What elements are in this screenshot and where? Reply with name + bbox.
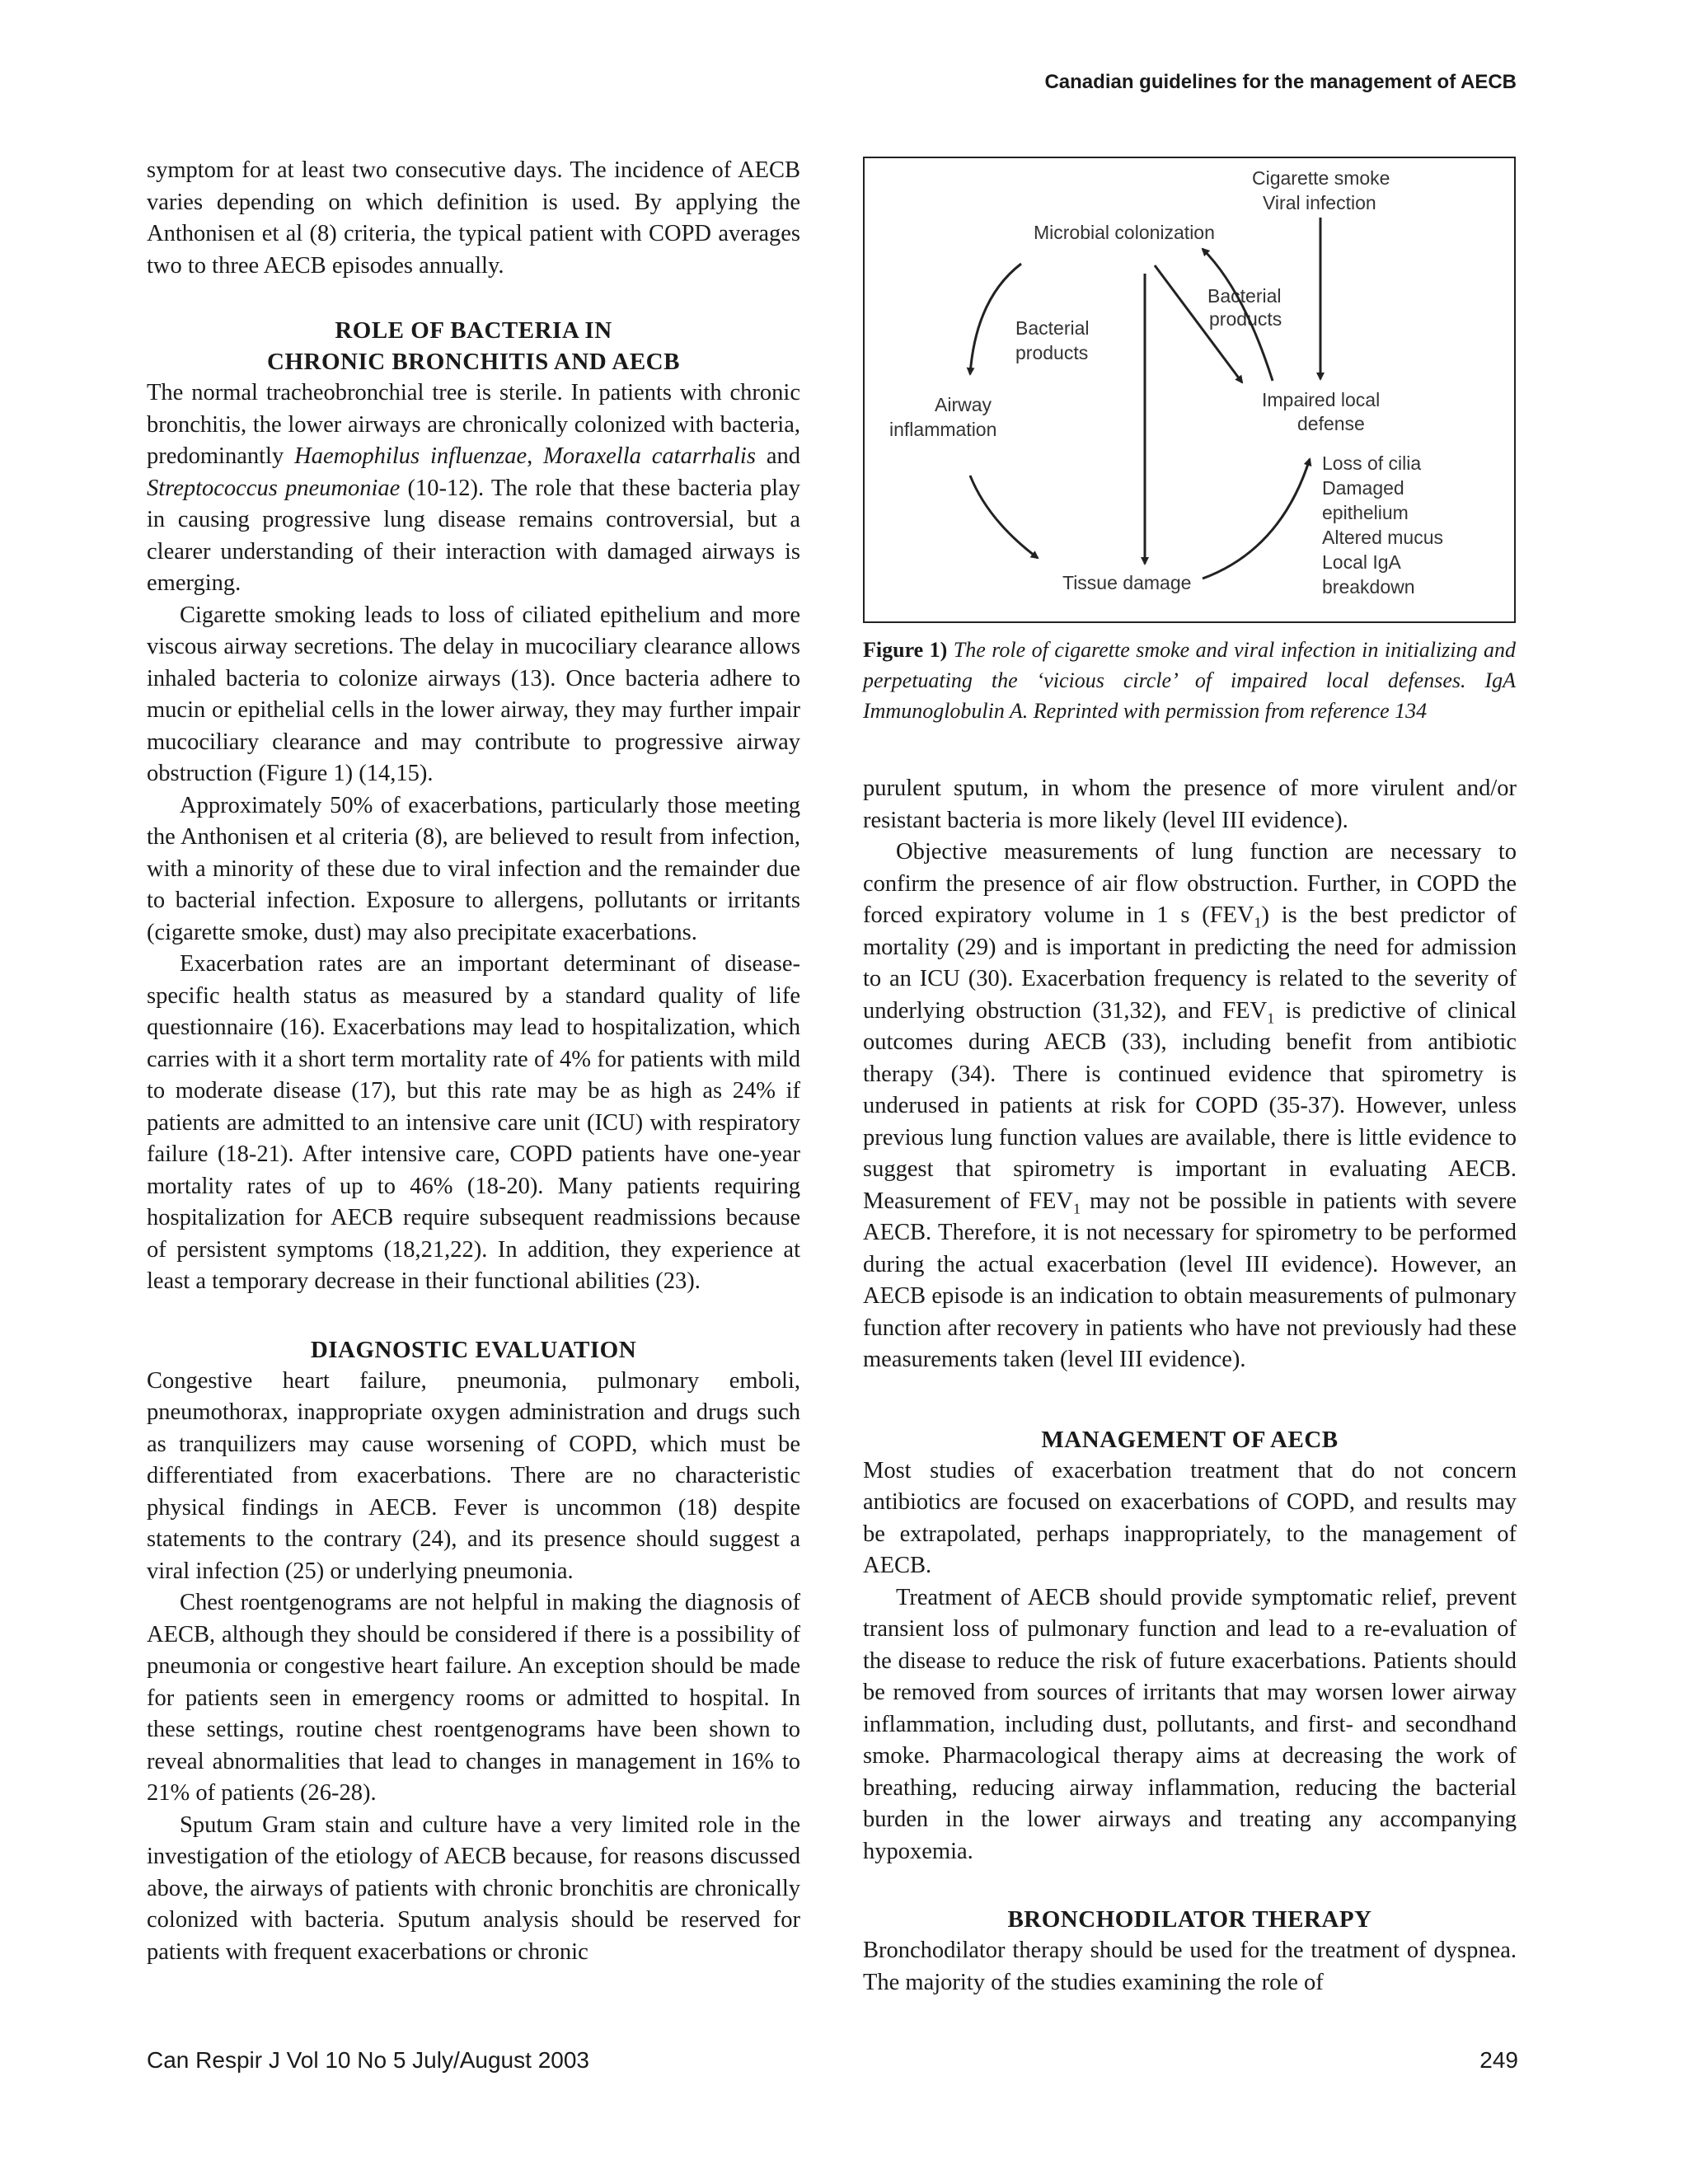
- caption-text: The role of cigarette smoke and viral infection in initializing and perpetuating the ‘vicious circle’ of impaired local defenses. IgA Immunoglobulin A. Reprinted with permission from reference 134: [863, 638, 1517, 723]
- figure-1-diagram: [863, 157, 1516, 623]
- right-column: [863, 773, 1517, 1999]
- heading-line: ROLE OF BACTERIA IN: [335, 317, 612, 344]
- figure-label: Figure 1): [863, 638, 948, 662]
- label-breakdown: breakdown: [1322, 576, 1415, 598]
- label-airway: Airway: [935, 394, 992, 415]
- footer-citation: Can Respir J Vol 10 No 5 July/August 2003: [147, 2047, 589, 2073]
- text-run: Objective measurements of lung function are necessary to confirm the presence of air flow obstruction. Further, in COPD the forced expiratory volume in 1 s (FEV: [863, 839, 1517, 928]
- paragraph: Treatment of AECB should provide symptomatic relief, prevent transient loss of pulmonary function and lead to a re-evaluation of the disease to reduce the risk of future exacerbations. Patients should be removed from sources of irritants that may worsen lower airway inflammation, including dust, pollutants, and first- and secondhand smoke. Pharmacological therapy aims at decreasing the work of breathing, reducing airway inflammation, reducing the bacterial burden in the lower airways and treating any accompanying hypoxemia.: [863, 1584, 1517, 1864]
- section-heading-bronchodilator: BRONCHODILATOR THERAPY: [1007, 1906, 1372, 1933]
- label-cigarette-smoke: Cigarette smoke: [1252, 167, 1390, 189]
- paragraph: Chest roentgenograms are not helpful in making the diagnosis of AECB, although they should be considered if there is a possibility of pneumonia or congestive heart failure. An exception should be made for patients seen in emergency rooms or admitted to hospital. In these settings, routine chest roentgenograms have been shown to reveal abnormalities that lead to changes in management in 16% to 21% of patients (26-28).: [147, 1590, 800, 1806]
- species-name: Streptococcus pneumoniae: [147, 475, 401, 501]
- paragraph: Exacerbation rates are an important determinant of disease-specific health status as measured by a standard quality of life questionnaire (16). Exacerbations may lead to hospitalization, which carries with it a short term mortality rate of 4% for patients with mild to moderate disease (17), but this rate may be as high as 24% if patients are admitted to an intensive care unit (ICU) with respiratory failure (18-21). After intensive care, COPD patients have one-year mortality rates of up to 46% (18-20). Many patients requiring hospitalization for AECB require subsequent readmissions because of persistent symptoms (18,21,22). In addition, they experience at least a temporary decrease in their functional abilities (23).: [147, 951, 800, 1294]
- label-epithelium: epithelium: [1322, 502, 1409, 523]
- species-name: Haemophilus influenzae: [294, 443, 528, 469]
- section-heading-role-of-bacteria: [147, 315, 800, 377]
- label-altered-mucus: Altered mucus: [1322, 527, 1444, 548]
- label-defense: defense: [1297, 413, 1365, 434]
- paragraph: Bronchodilator therapy should be used for the treatment of dyspnea. The majority of the studies examining the role of: [863, 1938, 1517, 1995]
- label-bacterial-products-right-2: products: [1209, 308, 1282, 330]
- arrow-tissue-to-impaired: [1203, 459, 1310, 579]
- section-heading-diagnostic-evaluation: DIAGNOSTIC EVALUATION: [310, 1336, 637, 1363]
- paragraph: purulent sputum, in whom the presence of more virulent and/or resistant bacteria is more likely (level III evidence).: [863, 776, 1517, 833]
- label-tissue-damage: Tissue damage: [1062, 572, 1192, 593]
- figure-caption: [863, 635, 1516, 726]
- paragraph: [863, 837, 1517, 1376]
- species-name: Moraxella catarrhalis: [543, 443, 756, 469]
- label-bacterial-products-right: Bacterial: [1207, 285, 1282, 307]
- label-inflammation: inflammation: [889, 419, 997, 440]
- label-loss-of-cilia: Loss of cilia: [1322, 452, 1422, 474]
- text-run: may not be possible in patients with severe AECB. Therefore, it is not necessary for spirometry to be performed during the actual exacerbation (level III evidence). However, an AECB episode is an indication to obtain measurements of pulmonary function after recovery in patients who have not previously had these measurements taken (level III evidence).: [863, 1188, 1517, 1372]
- label-microbial-colonization: Microbial colonization: [1034, 222, 1215, 243]
- text-run: is predictive of clinical outcomes during AECB (33), including benefit from antibiotic therapy (34). There is continued evidence that spirometry is underused in patients at risk for COPD (35-37). However, unless previous lung function values are available, there is little evidence to suggest that spirometry is important in evaluating AECB. Measurement of FEV: [863, 997, 1517, 1214]
- label-local-iga: Local IgA: [1322, 551, 1401, 573]
- paragraph: Most studies of exacerbation treatment that do not concern antibiotics are focused on exacerbations of COPD, and results may be extrapolated, perhaps inappropriately, to the management of AECB.: [863, 1457, 1517, 1578]
- arrow-airway-to-tissue: [970, 476, 1038, 558]
- heading-line: CHRONIC BRONCHITIS AND AECB: [267, 349, 680, 375]
- label-bacterial-products-left-2: products: [1015, 342, 1089, 363]
- text-run: (10-12). The role that these bacteria play in causing progressive lung disease remains controversial, but a clearer understanding of their interaction with damaged airways is emerging.: [147, 475, 801, 596]
- paragraph: symptom for at least two consecutive days. The incidence of AECB varies depending on which definition is used. By applying the Anthonisen et al (8) criteria, the typical patient with COPD averages two to three AECB episodes annually.: [147, 157, 800, 279]
- paragraph: Sputum Gram stain and culture have a very limited role in the investigation of the etiology of AECB because, for reasons discussed above, the airways of patients with chronic bronchitis are chronically colonized with bacteria. Sputum analysis should be reserved for patients with frequent exacerbations or chronic: [147, 1811, 800, 1965]
- label-damaged: Damaged: [1322, 477, 1404, 499]
- text-run: The normal tracheobronchial tree is sterile. In patients with chronic bronchitis, the lower airways are chronically colonized with bacteria, predominantly: [147, 380, 800, 469]
- text-run: and: [755, 443, 800, 469]
- section-heading-management: MANAGEMENT OF AECB: [1041, 1426, 1339, 1453]
- paragraph: Congestive heart failure, pneumonia, pulmonary emboli, pneumothorax, inappropriate oxygen administration and drugs such as tranquilizers may cause worsening of COPD, which must be differentiated from exacerbations. There are no characteristic physical findings in AECB. Fever is uncommon (18) despite statements to the contrary (24), and its presence should suggest a viral infection (25) or underlying pneumonia.: [147, 1367, 800, 1584]
- subscript: 1: [1267, 1010, 1275, 1027]
- page-number: 249: [1479, 2047, 1518, 2073]
- paragraph: [147, 377, 800, 600]
- text-run: ) is the best predictor of mortality (29) and is important in predicting the need for admission to an ICU (30). Exacerbation frequency is related to the severity of underlying obstruction (31,32), and FEV: [863, 902, 1517, 1024]
- paragraph: Approximately 50% of exacerbations, particularly those meeting the Anthonisen et al criteria (8), are believed to result from infection, with a minority of these due to viral infection and the remainder due to bacterial infection. Exposure to allergens, pollutants or irritants (cigarette smoke, dust) may also precipitate exacerbations.: [147, 792, 800, 945]
- label-impaired-local: Impaired local: [1262, 389, 1381, 410]
- arrow-colonization-to-airway: [970, 264, 1021, 374]
- label-viral-infection: Viral infection: [1263, 192, 1376, 213]
- subscript: 1: [1072, 1200, 1081, 1217]
- running-head: Canadian guidelines for the management of AECB: [1044, 71, 1517, 93]
- subscript: 1: [1254, 914, 1262, 931]
- paragraph: Cigarette smoking leads to loss of ciliated epithelium and more viscous airway secretions. The delay in mucociliary clearance allows inhaled bacteria to colonize airways (13). Once bacteria adhere to mucin or epithelial cells in the lower airway, they may further impair mucociliary clearance and may contribute to progressive airway obstruction (Figure 1) (14,15).: [147, 602, 800, 786]
- label-bacterial-products-left: Bacterial: [1015, 317, 1090, 339]
- vicious-circle-diagram: [865, 158, 1517, 625]
- left-column: [147, 155, 800, 1968]
- text-run: ,: [527, 443, 544, 469]
